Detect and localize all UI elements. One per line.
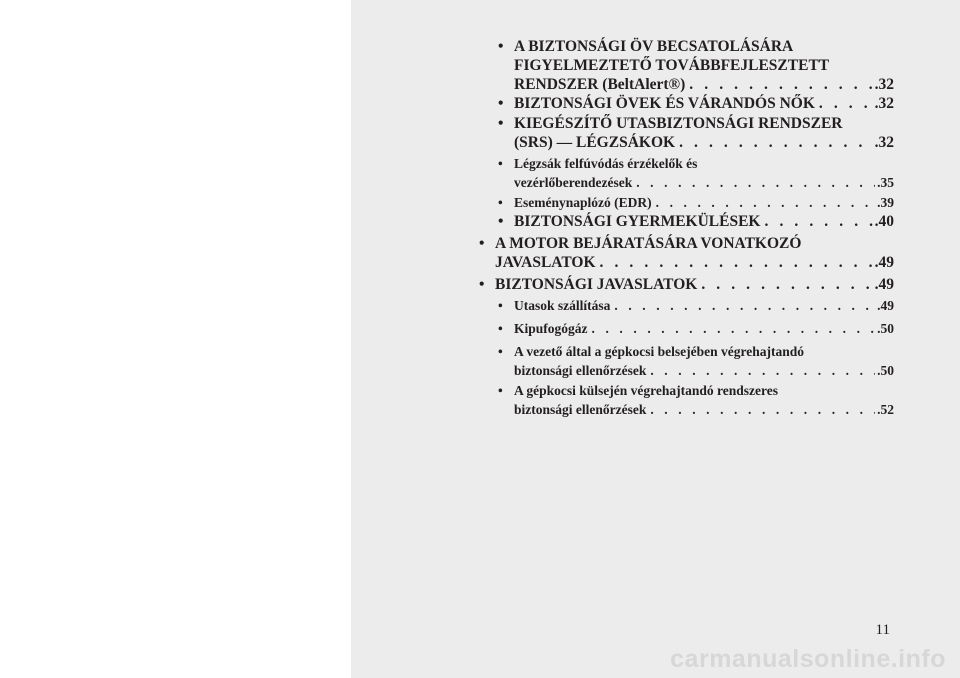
entry-text: A gépkocsi külsején végrehajtandó rendszeres <box>514 383 779 398</box>
page-ref: .50 <box>877 363 894 378</box>
entry-text: Kipufogógáz <box>514 321 588 336</box>
manual-page <box>351 0 960 678</box>
leader-dots <box>646 400 875 419</box>
page-ref: .50 <box>877 321 894 336</box>
entry-text: Eseménynaplózó (EDR) <box>514 195 652 210</box>
table-of-contents <box>351 0 960 678</box>
page-ref: .32 <box>874 76 894 93</box>
bullet-icon: • <box>498 344 503 359</box>
leader-dots <box>815 94 873 113</box>
entry-text: vezérlőberendezések <box>514 175 633 190</box>
entry-text: A MOTOR BEJÁRATÁSÁRA VONATKOZÓ <box>495 235 802 252</box>
toc-entry-child-seats[interactable] <box>498 212 894 231</box>
bullet-icon: • <box>498 383 503 398</box>
page-ref: .40 <box>874 213 894 230</box>
bullet-icon: • <box>498 321 503 336</box>
page-number: 11 <box>875 622 890 638</box>
toc-entry-edr[interactable] <box>498 193 894 212</box>
entry-text: (SRS) — LÉGZSÁKOK <box>514 134 676 151</box>
entry-text: BIZTONSÁGI GYERMEKÜLÉSEK <box>514 213 761 230</box>
page-ref: .39 <box>877 195 894 210</box>
entry-text: FIGYELMEZTETŐ TOVÁBBFEJLESZTETT <box>514 57 830 74</box>
page-ref: .35 <box>877 175 894 190</box>
leader-dots <box>675 133 873 152</box>
toc-entry-engine-break-in[interactable] <box>479 234 894 272</box>
entry-text: KIEGÉSZÍTŐ UTASBIZTONSÁGI RENDSZER <box>514 115 843 132</box>
toc-entry-belt-alert[interactable] <box>498 37 894 94</box>
leader-dots <box>761 212 873 231</box>
entry-text: Légzsák felfúvódás érzékelők és <box>514 156 698 171</box>
entry-text: A vezető által a gépkocsi belsejében végrehajtandó <box>514 344 804 359</box>
entry-text: biztonsági ellenőrzések <box>514 363 647 378</box>
leader-dots <box>610 296 875 315</box>
page-ref: .52 <box>877 402 894 417</box>
bullet-icon: • <box>498 38 504 55</box>
entry-text: biztonsági ellenőrzések <box>514 402 647 417</box>
leader-dots <box>596 253 873 272</box>
bullet-icon: • <box>498 195 503 210</box>
toc-entry-interior-checks[interactable] <box>498 342 894 380</box>
page-ref: .49 <box>874 254 894 271</box>
page-ref: .49 <box>877 298 894 313</box>
toc-entry-pregnant-women[interactable] <box>498 94 894 113</box>
bullet-icon: • <box>498 213 504 230</box>
bullet-icon: • <box>479 276 485 293</box>
leader-dots <box>588 319 876 338</box>
entry-text: BIZTONSÁGI JAVASLATOK <box>495 276 698 293</box>
entry-text: RENDSZER (BeltAlert®) <box>514 76 686 93</box>
leader-dots <box>632 173 875 192</box>
bullet-icon: • <box>498 156 503 171</box>
bullet-icon: • <box>498 298 503 313</box>
page-ref: .49 <box>874 276 894 293</box>
bullet-icon: • <box>498 95 504 112</box>
toc-entry-exterior-checks[interactable] <box>498 381 894 419</box>
bullet-icon: • <box>479 235 485 252</box>
blank-left-page <box>0 0 351 678</box>
leader-dots <box>646 361 875 380</box>
leader-dots <box>685 75 872 94</box>
entry-text: JAVASLATOK <box>495 254 596 271</box>
toc-entry-airbag-sensors[interactable] <box>498 154 894 192</box>
page-ref: .32 <box>874 95 894 112</box>
entry-text: BIZTONSÁGI ÖVEK ÉS VÁRANDÓS NŐK <box>514 95 815 112</box>
toc-entry-safety-tips[interactable] <box>479 275 894 294</box>
bullet-icon: • <box>498 115 504 132</box>
page-ref: .32 <box>874 134 894 151</box>
entry-text: Utasok szállítása <box>514 298 611 313</box>
leader-dots <box>652 193 876 212</box>
entry-text: A BIZTONSÁGI ÖV BECSATOLÁSÁRA <box>514 38 794 55</box>
leader-dots <box>697 275 872 294</box>
toc-entry-transporting-passengers[interactable] <box>498 296 894 315</box>
toc-entry-srs-airbags[interactable] <box>498 114 894 152</box>
watermark-text: carmanualsonline.info <box>670 645 946 673</box>
toc-entry-exhaust-gas[interactable] <box>498 319 894 338</box>
